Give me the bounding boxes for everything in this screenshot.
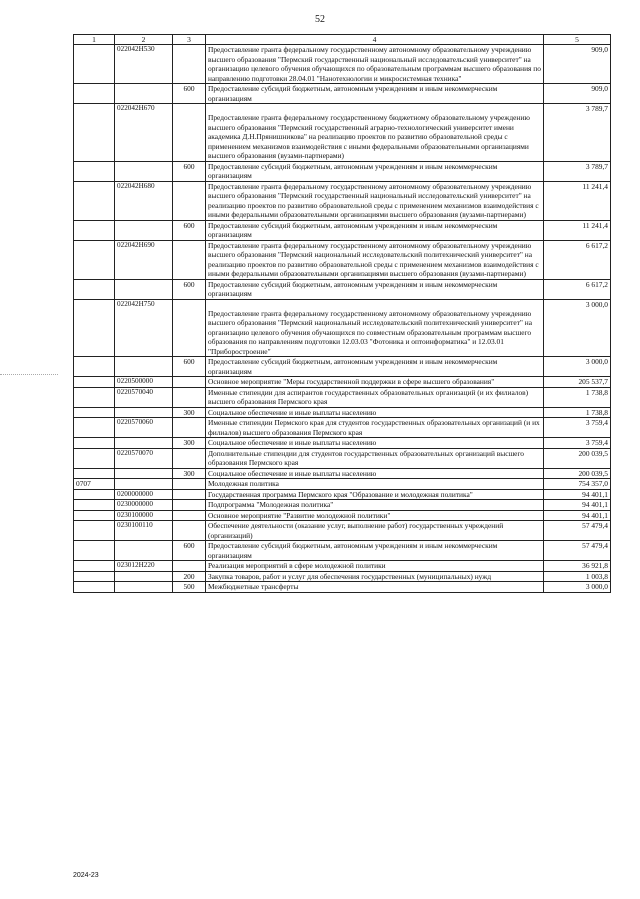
budget-table bbox=[73, 34, 611, 593]
expense-type-cell-text: 600 bbox=[183, 84, 195, 93]
amount-cell-text: 754 357,0 bbox=[578, 479, 608, 488]
amount-cell bbox=[544, 582, 611, 593]
amount-cell bbox=[544, 357, 611, 377]
description-cell bbox=[206, 489, 544, 500]
amount-cell-text: 1 738,8 bbox=[585, 387, 608, 397]
expense-type-cell bbox=[173, 387, 206, 407]
description-cell-text: Предоставление субсидий бюджетным, автономным учреждениям и иным некоммерческим организациям bbox=[208, 84, 498, 103]
amount-cell bbox=[544, 561, 611, 572]
description-cell bbox=[206, 84, 544, 104]
amount-cell-text: 3 759,4 bbox=[585, 418, 608, 427]
amount-cell bbox=[544, 468, 611, 479]
table-row bbox=[74, 181, 611, 220]
header-row bbox=[74, 35, 611, 45]
description-cell bbox=[206, 220, 544, 240]
target-code-cell bbox=[115, 561, 173, 572]
table-row bbox=[74, 571, 611, 582]
target-code-cell-text: 0230100000 bbox=[117, 510, 153, 519]
expense-type-cell-text: 600 bbox=[183, 220, 195, 230]
section-cell bbox=[74, 220, 115, 240]
table-row bbox=[74, 521, 611, 541]
description-cell bbox=[206, 377, 544, 388]
expense-type-cell bbox=[173, 84, 206, 104]
section-cell bbox=[74, 299, 115, 357]
section-cell bbox=[74, 521, 115, 541]
section-cell bbox=[74, 468, 115, 479]
target-code-cell bbox=[115, 104, 173, 162]
table-row bbox=[74, 500, 611, 511]
description-cell bbox=[206, 510, 544, 521]
amount-cell-text: 909,0 bbox=[591, 45, 608, 54]
expense-type-cell bbox=[173, 489, 206, 500]
amount-cell-text: 1 003,8 bbox=[585, 571, 608, 581]
description-cell bbox=[206, 45, 544, 84]
description-cell-text: Социальное обеспечение и иные выплаты населению bbox=[208, 438, 377, 447]
expense-type-cell bbox=[173, 571, 206, 582]
description-cell bbox=[206, 279, 544, 299]
amount-cell-text: 57 479,4 bbox=[582, 541, 608, 550]
expense-type-cell bbox=[173, 45, 206, 84]
target-code-cell bbox=[115, 299, 173, 357]
section-cell bbox=[74, 84, 115, 104]
table-row bbox=[74, 510, 611, 521]
amount-cell bbox=[544, 407, 611, 418]
section-cell bbox=[74, 541, 115, 561]
description-cell bbox=[206, 407, 544, 418]
description-cell bbox=[206, 181, 544, 220]
target-code-cell bbox=[115, 582, 173, 593]
document-code: 2024-23 bbox=[73, 872, 99, 879]
expense-type-cell bbox=[173, 299, 206, 357]
table-row bbox=[74, 357, 611, 377]
description-cell-text: Молодежная политика bbox=[208, 479, 279, 488]
amount-cell-text: 57 479,4 bbox=[582, 521, 608, 530]
target-code-cell bbox=[115, 448, 173, 468]
target-code-cell bbox=[115, 387, 173, 407]
amount-cell bbox=[544, 571, 611, 582]
expense-type-cell bbox=[173, 561, 206, 572]
target-code-cell bbox=[115, 468, 173, 479]
description-cell-text: Предоставление субсидий бюджетным, автономным учреждениям и иным некоммерческим организациям bbox=[208, 220, 498, 239]
target-code-cell bbox=[115, 521, 173, 541]
expense-type-cell bbox=[173, 357, 206, 377]
description-cell-text: Предоставление гранта федеральному государственному автономному образовательному учреждению высшего образования "Пермский государственный национальный исследовательский университет" на организацию целевого обучения обучающихся по образовательным программам высшего образования по направлению подготовки 28.04.01 "Нанотехнологии и микросистемная техника" bbox=[208, 45, 541, 83]
amount-cell-text: 94 401,1 bbox=[582, 500, 608, 509]
table-row bbox=[74, 220, 611, 240]
description-cell bbox=[206, 500, 544, 511]
description-cell bbox=[206, 387, 544, 407]
description-cell bbox=[206, 561, 544, 572]
target-code-cell bbox=[115, 438, 173, 449]
table-row bbox=[74, 161, 611, 181]
target-code-cell-text: 0220570060 bbox=[117, 418, 153, 426]
table-row bbox=[74, 541, 611, 561]
amount-cell bbox=[544, 161, 611, 181]
target-code-cell bbox=[115, 240, 173, 279]
description-cell-text: Социальное обеспечение и иные выплаты населению bbox=[208, 407, 377, 417]
description-cell bbox=[206, 438, 544, 449]
expense-type-cell-text: 300 bbox=[183, 438, 195, 447]
amount-cell-text: 200 039,5 bbox=[578, 468, 608, 478]
expense-type-cell bbox=[173, 541, 206, 561]
expense-type-cell bbox=[173, 479, 206, 490]
amount-cell-text: 3 789,7 bbox=[585, 104, 608, 113]
description-cell-text: Основное мероприятие "Развитие молодежной политики" bbox=[208, 510, 391, 520]
target-code-cell bbox=[115, 418, 173, 438]
description-cell bbox=[206, 357, 544, 377]
expense-type-cell-text: 600 bbox=[183, 541, 195, 550]
target-code-cell bbox=[115, 279, 173, 299]
expense-type-cell bbox=[173, 181, 206, 220]
description-cell-text: Реализация мероприятий в сфере молодежной политики bbox=[208, 561, 386, 570]
table-row bbox=[74, 387, 611, 407]
description-cell bbox=[206, 541, 544, 561]
description-cell-text: Предоставление субсидий бюджетным, автономным учреждениям и иным некоммерческим организациям bbox=[208, 357, 498, 376]
description-cell bbox=[206, 418, 544, 438]
section-cell bbox=[74, 161, 115, 181]
expense-type-cell bbox=[173, 418, 206, 438]
amount-cell bbox=[544, 489, 611, 500]
amount-cell bbox=[544, 500, 611, 511]
section-cell bbox=[74, 438, 115, 449]
header-cell-3: 3 bbox=[173, 35, 206, 45]
section-cell bbox=[74, 489, 115, 500]
target-code-cell-text: 022042Н690 bbox=[117, 240, 155, 249]
table-row bbox=[74, 279, 611, 299]
table-row bbox=[74, 84, 611, 104]
description-cell bbox=[206, 521, 544, 541]
description-cell-text: Межбюджетные трансферты bbox=[208, 582, 299, 591]
amount-cell-text: 205 537,7 bbox=[578, 377, 608, 386]
section-cell bbox=[74, 387, 115, 407]
target-code-cell bbox=[115, 500, 173, 511]
expense-type-cell bbox=[173, 500, 206, 511]
table-row bbox=[74, 582, 611, 593]
description-cell-text: Предоставление гранта федеральному государственному автономному образовательному учреждению высшего образования "Пермский национальный исследовательский политехнический университет" на организацию целевого обучения обучающихся по совместным образовательным программам высшего образования по направлениям подготовки 12.03.03 "Фотоника и оптоинформатика" и 12.03.01 "Приборостроение" bbox=[208, 308, 533, 356]
table-row bbox=[74, 407, 611, 418]
description-cell bbox=[206, 104, 544, 162]
target-code-cell bbox=[115, 510, 173, 521]
amount-cell-text: 3 000,0 bbox=[585, 582, 608, 591]
amount-cell bbox=[544, 181, 611, 220]
section-cell bbox=[74, 357, 115, 377]
target-code-cell bbox=[115, 84, 173, 104]
description-cell bbox=[206, 468, 544, 479]
target-code-cell bbox=[115, 479, 173, 490]
section-cell bbox=[74, 407, 115, 418]
target-code-cell-text: 022042Н750 bbox=[117, 299, 155, 308]
amount-cell bbox=[544, 377, 611, 388]
description-cell bbox=[206, 240, 544, 279]
amount-cell-text: 6 617,2 bbox=[585, 240, 608, 250]
description-cell-text: Предоставление гранта федеральному государственному автономному образовательному учреждению высшего образования "Пермский государственный национальный исследовательский университет" на реализацию проектов по развитию образовательной среды с применением механизмов взаимодействия с иными федеральными образовательными организациями высшего образования (вузами-партнерами) bbox=[208, 181, 539, 219]
description-cell-text: Закупка товаров, работ и услуг для обеспечения государственных (муниципальных) нужд bbox=[208, 571, 492, 581]
description-cell bbox=[206, 479, 544, 490]
amount-cell bbox=[544, 541, 611, 561]
amount-cell bbox=[544, 438, 611, 449]
table-row bbox=[74, 489, 611, 500]
header-cell-2: 2 bbox=[115, 35, 173, 45]
expense-type-cell bbox=[173, 104, 206, 162]
amount-cell bbox=[544, 45, 611, 84]
expense-type-cell bbox=[173, 438, 206, 449]
amount-cell bbox=[544, 220, 611, 240]
expense-type-cell bbox=[173, 582, 206, 593]
expense-type-cell bbox=[173, 521, 206, 541]
scan-artifact-line bbox=[0, 374, 58, 375]
amount-cell-text: 3 000,0 bbox=[585, 299, 608, 309]
expense-type-cell-text: 500 bbox=[183, 582, 195, 591]
amount-cell bbox=[544, 84, 611, 104]
expense-type-cell bbox=[173, 220, 206, 240]
section-cell bbox=[74, 240, 115, 279]
table-row bbox=[74, 45, 611, 84]
section-cell bbox=[74, 104, 115, 162]
expense-type-cell-text: 200 bbox=[183, 571, 195, 581]
description-cell-text: Предоставление субсидий бюджетным, автономным учреждениям и иным некоммерческим организациям bbox=[208, 279, 498, 298]
section-cell bbox=[74, 582, 115, 593]
description-cell-text: Предоставление субсидий бюджетным, автономным учреждениям и иным некоммерческим организациям bbox=[208, 161, 498, 180]
description-cell-text: Предоставление гранта федеральному государственному бюджетному образовательному учреждению высшего образования "Пермский государственный аграрно-технологический университет имени академика Д.Н.Прянишникова" на реализацию проектов по развитию образовательной среды с применением механизмов взаимодействия с иными федеральными образовательными организациями высшего образования (вузами-партнерами) bbox=[208, 113, 530, 160]
description-cell-text: Обеспечение деятельности (оказание услуг, выполнение работ) государственных учреждений (организаций) bbox=[208, 521, 504, 540]
description-cell-text: Подпрограмма "Молодежная политика" bbox=[208, 500, 334, 509]
description-cell bbox=[206, 161, 544, 181]
section-cell bbox=[74, 418, 115, 438]
amount-cell bbox=[544, 279, 611, 299]
target-code-cell bbox=[115, 220, 173, 240]
table-row bbox=[74, 479, 611, 490]
description-cell-text: Социальное обеспечение и иные выплаты населению bbox=[208, 468, 377, 478]
amount-cell-text: 11 241,4 bbox=[582, 181, 608, 191]
cell-spacer bbox=[208, 104, 541, 113]
amount-cell-text: 94 401,1 bbox=[582, 510, 608, 520]
description-cell bbox=[206, 448, 544, 468]
expense-type-cell bbox=[173, 161, 206, 181]
target-code-cell bbox=[115, 181, 173, 220]
target-code-cell-text: 022042Н680 bbox=[117, 181, 155, 190]
table-row bbox=[74, 418, 611, 438]
target-code-cell bbox=[115, 571, 173, 582]
amount-cell-text: 94 401,1 bbox=[582, 489, 608, 499]
table-row bbox=[74, 240, 611, 279]
target-code-cell bbox=[115, 489, 173, 500]
description-cell-text: Основное мероприятие "Меры государственной поддержки в сфере высшего образования" bbox=[208, 377, 495, 386]
amount-cell bbox=[544, 387, 611, 407]
amount-cell bbox=[544, 240, 611, 279]
section-cell bbox=[74, 561, 115, 572]
section-cell bbox=[74, 279, 115, 299]
amount-cell-text: 3 759,4 bbox=[585, 438, 608, 447]
amount-cell-text: 909,0 bbox=[591, 84, 608, 93]
table-row bbox=[74, 104, 611, 162]
section-cell bbox=[74, 181, 115, 220]
target-code-cell bbox=[115, 45, 173, 84]
amount-cell-text: 36 921,8 bbox=[582, 561, 608, 570]
target-code-cell-text: 0200000000 bbox=[117, 489, 153, 498]
section-cell bbox=[74, 510, 115, 521]
target-code-cell-text: 022042Н530 bbox=[117, 45, 155, 53]
section-cell bbox=[74, 377, 115, 388]
target-code-cell bbox=[115, 161, 173, 181]
target-code-cell bbox=[115, 407, 173, 418]
description-cell-text: Именные стипендии для аспирантов государственных образовательных организаций (и их филиалов) высшего образования Пермского края bbox=[208, 387, 529, 406]
expense-type-cell-text: 300 bbox=[183, 468, 195, 478]
target-code-cell-text: 0230100110 bbox=[117, 521, 153, 529]
page-number: 52 bbox=[315, 14, 325, 25]
amount-cell-text: 11 241,4 bbox=[582, 220, 608, 230]
amount-cell bbox=[544, 299, 611, 357]
header-cell-5: 5 bbox=[544, 35, 611, 45]
expense-type-cell-text: 600 bbox=[183, 161, 195, 171]
section-cell bbox=[74, 500, 115, 511]
description-cell-text: Дополнительные стипендии для студентов государственных образовательных организаций высшего образования Пермского края bbox=[208, 448, 524, 467]
section-cell bbox=[74, 479, 115, 490]
expense-type-cell bbox=[173, 448, 206, 468]
description-cell bbox=[206, 571, 544, 582]
description-cell-text: Государственная программа Пермского края "Образование и молодежная политика" bbox=[208, 489, 473, 499]
table-row bbox=[74, 299, 611, 357]
target-code-cell bbox=[115, 357, 173, 377]
header-cell-4: 4 bbox=[206, 35, 544, 45]
expense-type-cell bbox=[173, 468, 206, 479]
description-cell-text: Предоставление гранта федеральному государственному автономному образовательному учреждению высшего образования "Пермский национальный исследовательский политехнический университет" на реализацию проектов по развитию образовательной среды с применением механизмов взаимодействия с иными федеральными образовательными организациями высшего образования (вузами-партнерами) bbox=[208, 240, 539, 278]
amount-cell bbox=[544, 510, 611, 521]
target-code-cell-text: 0220500000 bbox=[117, 377, 153, 385]
amount-cell-text: 1 738,8 bbox=[585, 407, 608, 417]
amount-cell-text: 6 617,2 bbox=[585, 279, 608, 289]
description-cell-text: Предоставление субсидий бюджетным, автономным учреждениям и иным некоммерческим организациям bbox=[208, 541, 498, 560]
target-code-cell-text: 023012Н220 bbox=[117, 561, 155, 569]
amount-cell bbox=[544, 448, 611, 468]
target-code-cell-text: 022042Н670 bbox=[117, 104, 155, 112]
amount-cell bbox=[544, 418, 611, 438]
amount-cell bbox=[544, 479, 611, 490]
target-code-cell bbox=[115, 541, 173, 561]
amount-cell bbox=[544, 104, 611, 162]
target-code-cell-text: 0220570040 bbox=[117, 387, 153, 396]
target-code-cell-text: 0220570070 bbox=[117, 448, 153, 457]
expense-type-cell bbox=[173, 377, 206, 388]
description-cell bbox=[206, 299, 544, 357]
table-row bbox=[74, 448, 611, 468]
description-cell-text: Именные стипендии Пермского края для студентов государственных образовательных организаций (и их филиалов) высшего образования Пермского края bbox=[208, 418, 540, 437]
amount-cell-text: 3 000,0 bbox=[585, 357, 608, 366]
description-cell bbox=[206, 582, 544, 593]
section-cell-text: 0707 bbox=[76, 479, 91, 488]
expense-type-cell-text: 600 bbox=[183, 279, 195, 289]
section-cell bbox=[74, 571, 115, 582]
expense-type-cell-text: 300 bbox=[183, 407, 195, 417]
expense-type-cell-text: 600 bbox=[183, 357, 195, 366]
target-code-cell-text: 0230000000 bbox=[117, 500, 153, 508]
table-row bbox=[74, 468, 611, 479]
table-row bbox=[74, 438, 611, 449]
table-row bbox=[74, 377, 611, 388]
amount-cell bbox=[544, 521, 611, 541]
amount-cell-text: 200 039,5 bbox=[578, 448, 608, 458]
amount-cell-text: 3 789,7 bbox=[585, 161, 608, 171]
budget-table-body bbox=[74, 35, 611, 593]
expense-type-cell bbox=[173, 240, 206, 279]
table-row bbox=[74, 561, 611, 572]
target-code-cell bbox=[115, 377, 173, 388]
section-cell bbox=[74, 45, 115, 84]
expense-type-cell bbox=[173, 510, 206, 521]
cell-spacer bbox=[208, 300, 541, 309]
expense-type-cell bbox=[173, 407, 206, 418]
expense-type-cell bbox=[173, 279, 206, 299]
section-cell bbox=[74, 448, 115, 468]
header-cell-1: 1 bbox=[74, 35, 115, 45]
